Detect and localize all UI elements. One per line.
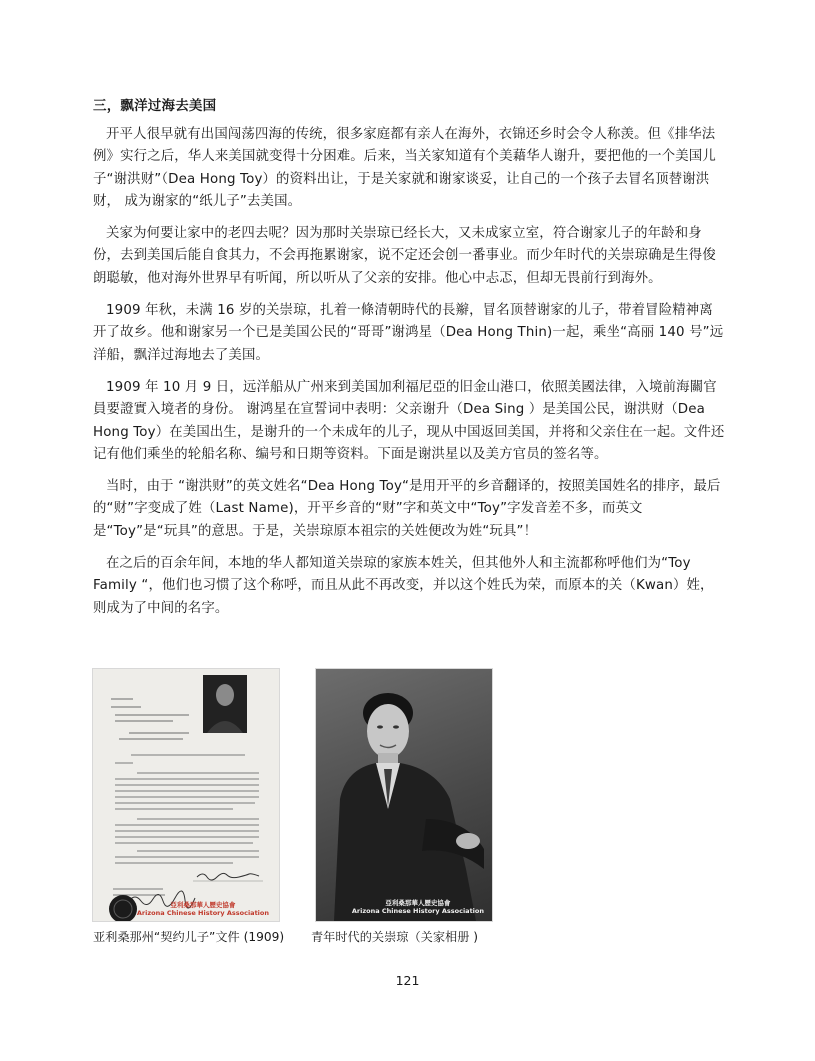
paragraph-6: 在之后的百余年间，本地的华人都知道关崇琼的家族本姓关，但其他外人和主流都称呼他们为“Toy Family “，他们也习惯了这个称呼，而且从此不再改变，并以这个姓氏为荣，而原本的关（Kwan）姓，则成为了中间的名字。: [93, 556, 714, 616]
paragraph-2: 关家为何要让家中的老四去呢？因为那时关崇琼已经长大，又未成家立室，符合谢家儿子的年龄和身份，去到美国后能自食其力，不会再拖累谢家，说不定还会创一番事业。而少年时代的关崇琼确是生得俊朗聪敏，他对海外世界早有听闻，所以听从了父亲的安排。他心中忐忑，但却无畏前行到海外。: [93, 226, 716, 286]
page-number: 121: [395, 973, 420, 988]
document-watermark-cn: 亞利桑那華人歷史協會: [170, 901, 236, 909]
photo-watermark-cn: 亞利桑那華人歷史協會: [385, 899, 451, 907]
figure-caption-portrait: 青年时代的关崇琼（关家相册 ): [311, 930, 479, 944]
photo-watermark: [352, 899, 484, 915]
contract-son-document-image: [92, 668, 280, 922]
document-watermark-en: Arizona Chinese History Association: [136, 909, 269, 917]
paragraph-5: 当时，由于 “谢洪财”的英文姓名“Dea Hong Toy“是用开平的乡音翻译的，按照美国姓名的排序，最后的“财”字变成了姓（Last Name)，开平乡音的“财”字和英文中“Toy”字发音差不多，而英文是“Toy”是“玩具”的意思。于是，关崇琼原本祖宗的关姓便改为姓“玩具”！: [93, 479, 721, 539]
body-text: [93, 124, 725, 630]
photo-watermark-en: Arizona Chinese History Association: [351, 907, 484, 915]
paragraph-1: 开平人很早就有出国闯荡四海的传统，很多家庭都有亲人在海外，衣锦还乡时会令人称羡。但《排华法例》实行之后，华人来美国就变得十分困难。后来，当关家知道有个美藉华人谢升，要把他的一个美国儿子“谢洪财”（Dea Hong Toy）的资料出让，于是关家就和谢家谈妥，让自己的一个孩子去冒名顶替谢洪财， 成为谢家的“纸儿子”去美国。: [93, 127, 716, 209]
document-watermark: [137, 901, 269, 917]
paragraph-4: 1909 年 10 月 9 日，远洋船从广州来到美国加利福尼亞的旧金山港口，依照美國法律，入境前海關官員要證實入境者的身份。 谢鸿星在宣誓词中表明：父亲谢升（Dea Sing ）是美国公民，谢洪财（Dea Hong Toy）在美国出生，是谢升的一个未成年的儿子，现从中国返回美国，并将和父亲住在一起。文件还记有他们乘坐的轮船名称、编号和日期等资料。下面是谢洪星以及美方官员的签名等。: [93, 379, 725, 462]
paragraph-3: 1909 年秋，未满 16 岁的关崇琼，扎着一條清朝時代的長辮，冒名顶替谢家的儿子，带着冒险精神离开了故乡。他和谢家另一个已是美国公民的“哥哥”谢鸿星（Dea Hong Thin)一起，乘坐“高丽 140 号”远洋船，飘洋过海地去了美国。: [93, 303, 724, 363]
portrait-photo-image: [315, 668, 493, 922]
figure-caption-document: 亚利桑那州“契约儿子”文件 (1909): [93, 930, 285, 944]
portrait-illustration: [316, 669, 492, 921]
document-illustration: [93, 669, 279, 921]
section-title: 三，飘洋过海去美国: [93, 98, 217, 114]
